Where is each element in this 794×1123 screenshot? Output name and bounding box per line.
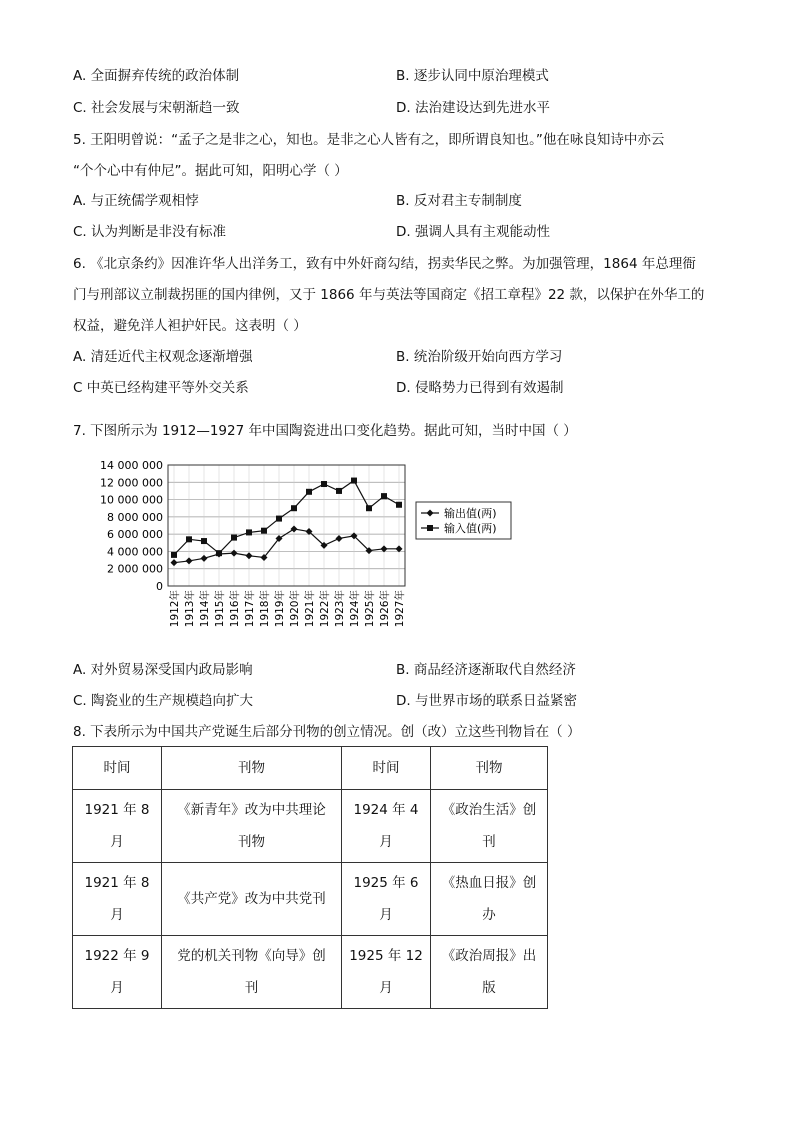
q7-option-c: C. 陶瓷业的生产规模趋向扩大 xyxy=(73,693,254,709)
table-cell xyxy=(73,863,162,936)
q6-stem-line1: 6. 《北京条约》因准许华人出洋务工，致有中外奸商勾结，拐卖华民之弊。为加强管理，1864 年总理衙 xyxy=(73,256,696,272)
data-point xyxy=(306,489,312,495)
y-tick-label: 8 000 000 xyxy=(107,510,163,524)
data-point xyxy=(186,557,193,564)
table-cell xyxy=(162,936,342,1009)
q6-option-b: B. 统治阶级开始向西方学习 xyxy=(396,349,563,365)
q4-option-a: A. 全面摒弃传统的政治体制 xyxy=(73,68,240,84)
cell-line: 月 xyxy=(379,907,393,923)
y-tick-label: 0 xyxy=(156,580,163,593)
cell-line: 《热血日报》创 xyxy=(441,875,537,891)
x-tick-label: 1924年 xyxy=(349,590,361,628)
q6-stem-line2: 门与刑部议立制裁拐匪的国内律例，又于 1866 年与英法等国商定《招工章程》22 款，以保护在外华工的 xyxy=(73,287,705,303)
cell-line: 《新青年》改为中共理论 xyxy=(177,802,326,818)
table-cell xyxy=(431,790,548,863)
data-point xyxy=(216,550,222,556)
x-tick-label: 1914年 xyxy=(199,590,211,628)
q5-option-d: D. 强调人具有主观能动性 xyxy=(396,224,550,240)
series-line-2 xyxy=(174,481,399,555)
x-tick-label: 1927年 xyxy=(394,590,406,628)
data-point xyxy=(201,538,207,544)
table-row xyxy=(73,863,548,936)
cell-line: 1922 年 9 xyxy=(84,948,150,964)
q4-option-b: B. 逐步认同中原治理模式 xyxy=(396,68,549,84)
legend-marker xyxy=(427,525,433,531)
q6-option-c: C 中英已经构建平等外交关系 xyxy=(73,380,249,396)
table-header-cell: 时间 xyxy=(73,747,162,790)
x-tick-label: 1912年 xyxy=(169,590,181,628)
q5-option-b: B. 反对君主专制制度 xyxy=(396,193,522,209)
q6-option-a: A. 清廷近代主权观念逐渐增强 xyxy=(73,349,253,365)
table-cell xyxy=(162,790,342,863)
cell-line: 办 xyxy=(482,907,496,923)
table-cell xyxy=(73,936,162,1009)
table-cell xyxy=(342,790,431,863)
cell-line: 月 xyxy=(110,834,124,850)
table-row xyxy=(73,936,548,1009)
q6-option-d: D. 侵略势力已得到有效遏制 xyxy=(396,380,564,396)
cell-line: 刊 xyxy=(244,980,259,996)
data-point xyxy=(261,528,267,534)
data-point xyxy=(201,555,208,562)
q5-option-a: A. 与正统儒学观相悖 xyxy=(73,193,199,209)
y-tick-label: 2 000 000 xyxy=(107,562,163,576)
cell-line: 月 xyxy=(110,980,124,996)
q4-option-d: D. 法治建设达到先进水平 xyxy=(396,100,550,116)
table-cell xyxy=(162,863,342,936)
table-cell xyxy=(431,863,548,936)
data-point xyxy=(351,478,357,484)
table-row xyxy=(73,790,548,863)
data-point xyxy=(381,493,387,499)
y-tick-label: 12 000 000 xyxy=(100,476,163,490)
cell-line: 《政治周报》出 xyxy=(441,948,537,964)
table-cell xyxy=(73,790,162,863)
x-tick-label: 1920年 xyxy=(289,590,301,628)
cell-line: 1924 年 4 xyxy=(353,802,419,818)
q6-stem-line3: 权益，避免洋人袒护奸民。这表明（ ） xyxy=(73,318,307,334)
q7-option-d: D. 与世界市场的联系日益紧密 xyxy=(396,693,577,709)
x-tick-label: 1919年 xyxy=(274,590,286,628)
data-point xyxy=(231,550,238,557)
table-cell xyxy=(342,863,431,936)
x-tick-label: 1921年 xyxy=(304,590,316,628)
y-tick-label: 10 000 000 xyxy=(100,493,163,507)
legend-label: 输出值(两) xyxy=(444,507,497,520)
data-point xyxy=(171,552,177,558)
legend-label: 输入值(两) xyxy=(444,522,497,535)
periodicals-table xyxy=(72,746,548,1009)
q5-stem-line2: “个个心中有仲尼”。据此可知，阳明心学（ ） xyxy=(73,163,348,179)
x-tick-label: 1913年 xyxy=(184,590,196,628)
data-point xyxy=(291,525,298,532)
cell-line: 1921 年 8 xyxy=(84,802,150,818)
x-tick-label: 1918年 xyxy=(259,590,271,628)
cell-line: 版 xyxy=(482,980,496,996)
q8-stem: 8. 下表所示为中国共产党诞生后部分刊物的创立情况。创（改）立这些刊物旨在（ ） xyxy=(73,724,581,740)
data-point xyxy=(366,505,372,511)
data-point xyxy=(291,505,297,511)
ceramics-trade-chart xyxy=(100,455,528,637)
table-cell xyxy=(431,936,548,1009)
cell-line: 党的机关刊物《向导》创 xyxy=(177,948,326,964)
y-tick-label: 14 000 000 xyxy=(100,459,163,472)
x-tick-label: 1917年 xyxy=(244,590,256,628)
y-tick-label: 6 000 000 xyxy=(107,528,163,542)
data-point xyxy=(276,516,282,522)
table-header-cell: 刊物 xyxy=(162,747,342,790)
x-tick-label: 1926年 xyxy=(379,590,391,628)
data-point xyxy=(336,535,343,542)
q4-option-c: C. 社会发展与宋朝渐趋一致 xyxy=(73,100,240,116)
cell-line: 1925 年 12 xyxy=(349,948,423,964)
x-tick-label: 1915年 xyxy=(214,590,226,628)
q5-option-c: C. 认为判断是非没有标准 xyxy=(73,224,227,240)
data-point xyxy=(336,488,342,494)
plot-frame xyxy=(168,465,405,586)
q7-stem: 7. 下图所示为 1912—1927 年中国陶瓷进出口变化趋势。据此可知，当时中国（ ） xyxy=(73,423,577,439)
x-tick-label: 1923年 xyxy=(334,590,346,628)
cell-line: 月 xyxy=(379,980,393,996)
cell-line: 1921 年 8 xyxy=(84,875,150,891)
x-tick-label: 1925年 xyxy=(364,590,376,628)
data-point xyxy=(246,529,252,535)
table-header-row xyxy=(73,747,548,790)
y-tick-label: 4 000 000 xyxy=(107,545,163,559)
data-point xyxy=(171,559,178,566)
cell-line: 月 xyxy=(379,834,393,850)
cell-line: 刊 xyxy=(482,834,496,850)
x-tick-label: 1916年 xyxy=(229,590,241,628)
table-cell xyxy=(342,936,431,1009)
x-tick-label: 1922年 xyxy=(319,590,331,628)
q5-stem-line1: 5. 王阳明曾说：“孟子之是非之心，知也。是非之心人皆有之，即所谓良知也。”他在咏良知诗中亦云 xyxy=(73,132,665,148)
cell-line: 《政治生活》创 xyxy=(441,802,537,818)
q7-option-a: A. 对外贸易深受国内政局影响 xyxy=(73,662,253,678)
table-header-cell: 刊物 xyxy=(431,747,548,790)
cell-line: 刊物 xyxy=(238,834,265,850)
data-point xyxy=(321,481,327,487)
cell-line: 1925 年 6 xyxy=(353,875,419,891)
data-point xyxy=(231,535,237,541)
data-point xyxy=(246,552,253,559)
data-point xyxy=(186,536,192,542)
cell-line: 《共产党》改为中共党刊 xyxy=(177,891,326,907)
table-header-cell: 时间 xyxy=(342,747,431,790)
cell-line: 月 xyxy=(110,907,124,923)
data-point xyxy=(396,502,402,508)
q7-option-b: B. 商品经济逐渐取代自然经济 xyxy=(396,662,576,678)
